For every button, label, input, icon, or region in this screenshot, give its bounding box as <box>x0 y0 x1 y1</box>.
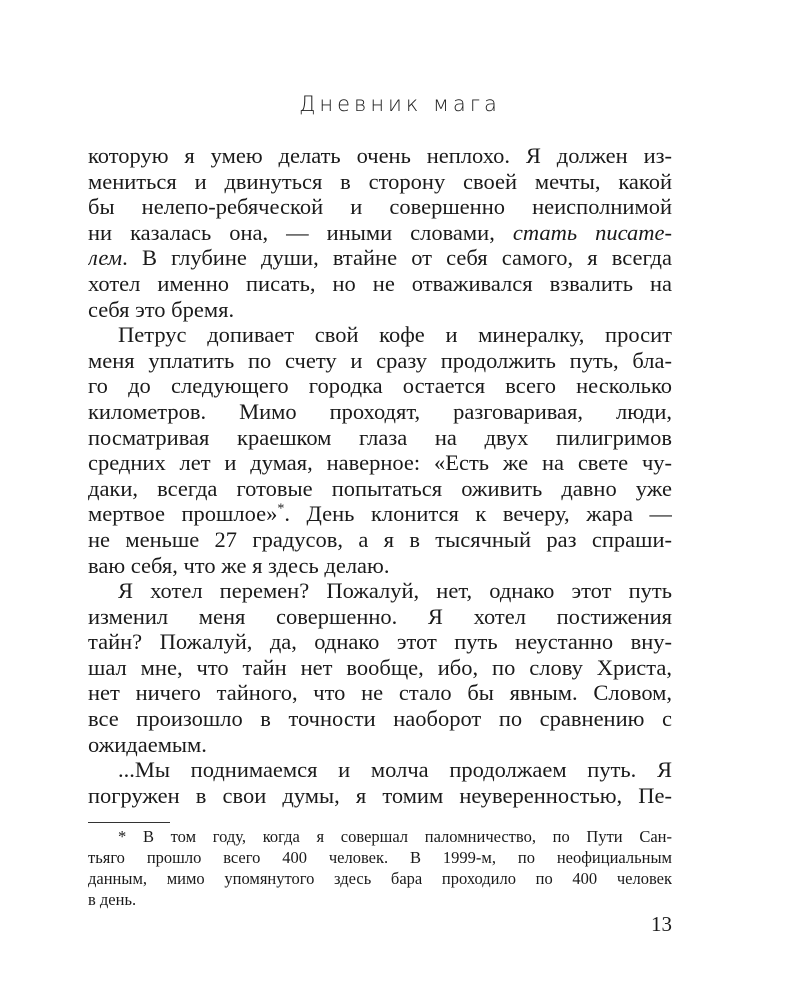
text-line: мениться и двинуться в сторону своей мечты, какой <box>88 168 672 194</box>
text-segment: ни казалась она, — иными словами, <box>88 219 513 245</box>
text-line: даки, всегда готовые попытаться оживить давно уже <box>88 475 672 501</box>
text-segment: мертвое прошлое» <box>88 501 278 527</box>
text-line: посматривая краешком глаза на двух пилигримов <box>88 424 672 450</box>
footnote-line: в день. <box>88 890 137 909</box>
text-line: себя это бремя. <box>88 296 235 322</box>
text-line: ожидаемым. <box>88 731 207 757</box>
body-text <box>88 143 672 808</box>
footnote-rule <box>88 822 170 823</box>
text-line: изменил меня совершенно. Я хотел постижения <box>88 603 672 629</box>
text-segment: . В глубине души, втайне от себя самого, я всегда <box>122 245 672 271</box>
italic-phrase: лем <box>88 245 123 271</box>
text-line: бы нелепо-ребяческой и совершенно неисполнимой <box>88 194 672 220</box>
text-segment: . День клонится к вечеру, жара — <box>284 501 672 527</box>
text-line: средних лет и думая, наверное: «Есть же на свете чу- <box>88 450 672 476</box>
running-head: Дневник мага <box>299 92 501 116</box>
text-line: Я хотел перемен? Пожалуй, нет, однако этот путь <box>118 578 672 604</box>
text-line: которую я умею делать очень неплохо. Я должен из- <box>88 143 672 168</box>
footnote-line: данным, мимо упомянутого здесь бара проходило по 400 человек <box>88 869 672 888</box>
italic-phrase: стать писате- <box>512 219 672 245</box>
text-line <box>88 501 672 527</box>
text-line: все произошло в точности наоборот по сравнению с <box>88 706 672 732</box>
page-number: 13 <box>651 912 672 936</box>
text-line: Петрус допивает свой кофе и минералку, просит <box>118 322 672 348</box>
text-line: хотел именно писать, но не отваживался взвалить на <box>88 270 672 296</box>
text-line: шал мне, что тайн нет вообще, ибо, по слову Христа, <box>88 654 672 680</box>
footnote-marker[interactable]: * <box>277 501 285 517</box>
text-line: погружен в свои думы, я томим неуверенностью, Пе- <box>88 782 672 808</box>
text-line: ...Мы поднимаемся и молча продолжаем путь. Я <box>118 757 672 783</box>
text-line: километров. Мимо проходят, разговаривая, люди, <box>88 398 672 424</box>
footnote <box>88 826 672 910</box>
text-line <box>88 245 672 271</box>
text-line: ваю себя, что же я здесь делаю. <box>88 552 390 578</box>
footnote-line: тьяго прошло всего 400 человек. В 1999-м, по неофициальным <box>88 848 672 867</box>
text-line: нет ничего тайного, что не стало бы явным. Словом, <box>88 680 672 706</box>
text-line <box>88 220 672 246</box>
footnote-line: * В том году, когда я совершал паломничество, по Пути Сан- <box>118 827 672 846</box>
text-line: меня уплатить по счету и сразу продолжить путь, бла- <box>88 347 672 373</box>
text-line: тайн? Пожалуй, да, однако этот путь неустанно вну- <box>88 629 672 655</box>
text-line: не меньше 27 градусов, а я в тысячный раз спраши- <box>88 526 672 552</box>
text-line: го до следующего городка остается всего несколько <box>88 373 672 399</box>
